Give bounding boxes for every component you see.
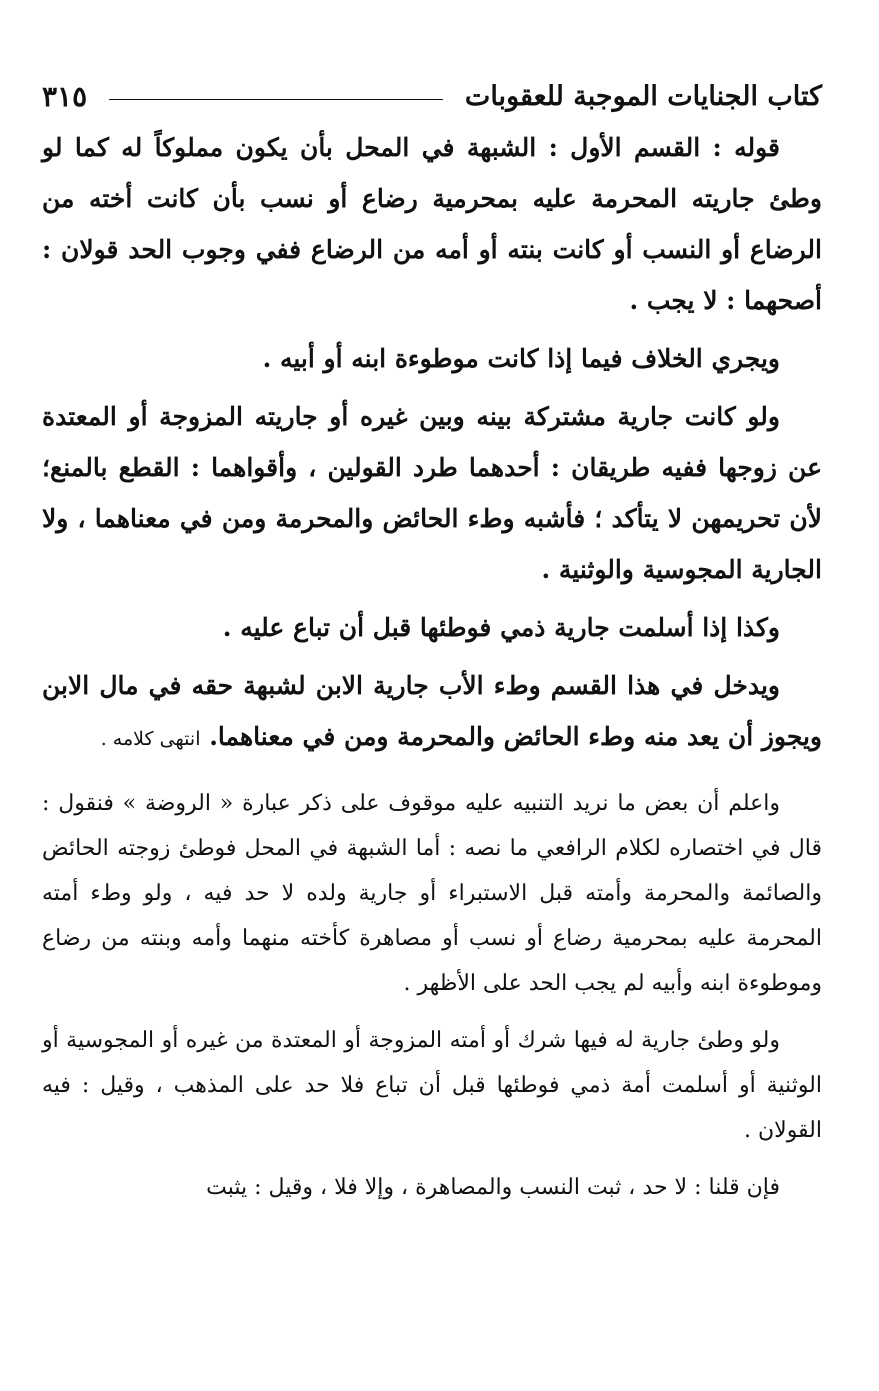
commentary-paragraph: فإن قلنا : لا حد ، ثبت النسب والمصاهرة ، وإلا فلا ، وقيل : يثبت (206, 1175, 780, 1200)
main-paragraph: ولو كانت جارية مشتركة بينه وبين غيره أو جاريته المزوجة أو المعتدة عن زوجها ففيه طريقان : أحدهما طرد القولين ، وأقواهما : القطع بالمنع؛ لأن تحريمهن لا يتأكد ؛ فأشبه وطء الحائض والمحرمة ومن في معناهما ، ولا الجارية المجوسية والوثنية . (42, 402, 822, 584)
main-paragraph (42, 660, 822, 765)
running-title: كتاب الجنايات الموجبة للعقوبات (464, 80, 822, 112)
commentary-paragraph: واعلم أن بعض ما نريد التنبيه عليه موقوف على ذكر عبارة « الروضة » فنقول : قال في اختصاره لكلام الرافعي ما نصه : أما الشبهة في المحل فوطئ زوجته الحائض والصائمة والمحرمة وأمته قبل الاستبراء أو جارية ولده لا حد فيه ، ولو وطء أمته المحرمة عليه بمحرمية رضاع أو نسب أو مصاهرة كأخته منهما وأمه وبنته من رضاع وموطوءة ابنه وأبيه لم يجب الحد على الأظهر . (42, 791, 822, 996)
quote-end-note: انتهى كلامه . (100, 728, 201, 750)
page-header (42, 70, 822, 122)
main-paragraph: وكذا إذا أسلمت جارية ذمي فوطئها قبل أن تباع عليه . (222, 613, 780, 642)
header-rule (109, 99, 443, 100)
main-text (42, 122, 822, 765)
book-page (42, 70, 822, 1370)
main-paragraph: ويجري الخلاف فيما إذا كانت موطوءة ابنه أو أبيه . (262, 344, 780, 373)
commentary-paragraph: ولو وطئ جارية له فيها شرك أو أمته المزوجة أو المعتدة من غيره أو المجوسية أو الوثنية أو أسلمت أمة ذمي فوطئها قبل أن تباع فلا حد على المذهب ، وقيل : فيه القولان . (42, 1028, 822, 1143)
main-paragraph: قوله : القسم الأول : الشبهة في المحل بأن يكون مملوكاً له كما لو وطئ جاريته المحرمة عليه بمحرمية رضاع أو نسب بأن كانت أخته من الرضاع أو النسب أو كانت بنته أو أمه من الرضاع ففي وجوب الحد قولان : أصحهما : لا يجب . (42, 133, 822, 315)
commentary-text (42, 781, 822, 1210)
main-paragraph-text: ويدخل في هذا القسم وطء الأب جارية الابن لشبهة حقه في مال الابن ويجوز أن يعد منه وطء الحائض والمحرمة ومن في معناهما. (42, 671, 822, 751)
page-number: ٣١٥ (42, 79, 88, 113)
